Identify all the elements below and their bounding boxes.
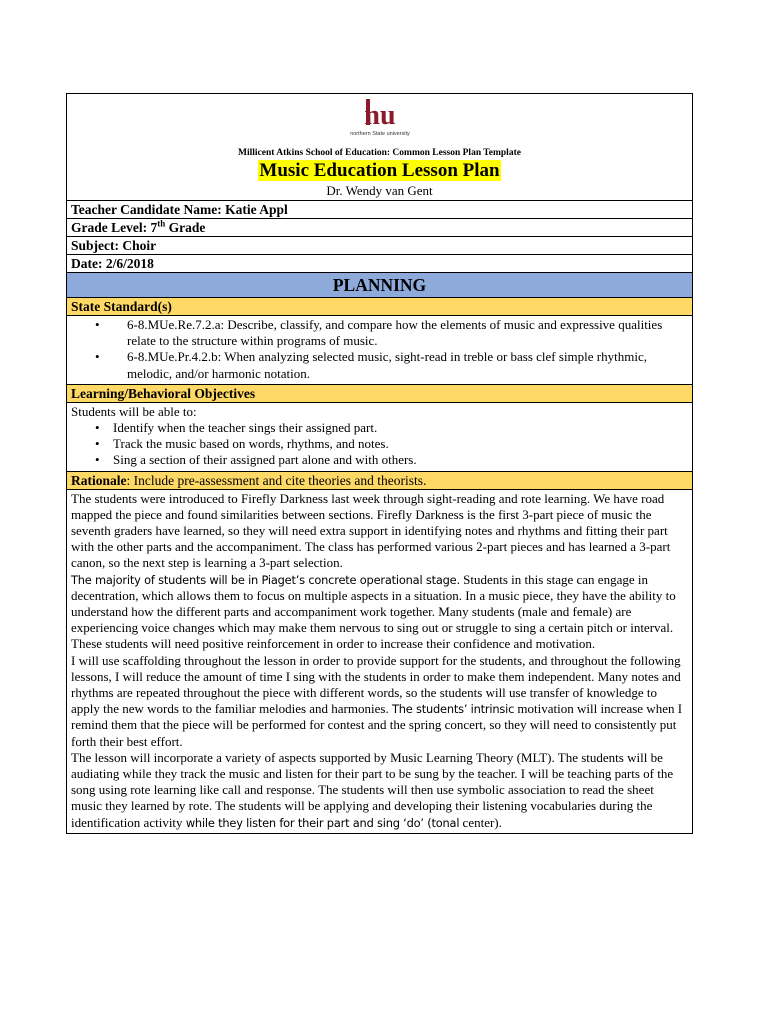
grade-suffix: Grade [165,220,206,235]
objective-item: • Identify when the teacher sings their assigned part. [71,420,688,436]
rationale-paragraph-4 [71,750,688,831]
piaget-sentence: The majority of students will be in Piaget’s concrete operational stage. [71,572,460,587]
school-line: Millicent Atkins School of Education: Common Lesson Plan Template [238,148,521,158]
rationale-p4-a: The lesson will incorporate a variety of aspects supported by Music Learning Theory (MLT). The students will be audiating while they track the music and listen for their part to be sung by the teacher. I will be teaching parts of the song using rote learning like call and response. The students will then use symbolic association to read the sheet music they learned by rote. The students will be applying and developing their listening vocabularies during the identification activity [71,749,674,830]
university-logo [340,97,420,139]
candidate-row: Teacher Candidate Name: Katie Appl [67,201,692,219]
rationale-body [67,490,692,833]
document-title [67,160,692,183]
objective-item: • Sing a section of their assigned part alone and with others. [71,452,688,468]
grade-prefix: Grade Level: 7 [71,220,158,235]
rationale-p3-a: I will use scaffolding throughout the lesson in order to provide support for the students, and throughout the following lessons, I will reduce the amount of time I sing with the students in order to make them independent. Many notes and rhythms are repeated throughout the piece with different words, so the students will use transfer of knowledge to apply the new words to the familiar melodies and harmonies. [71,652,681,717]
document-header [67,94,692,201]
planning-banner: PLANNING [67,273,692,298]
standard-item: • 6-8.MUe.Pr.4.2.b: When analyzing selected music, sight-read in treble or bass clef simple rhythmic, melodic, and/or harmonic notation. [71,349,688,381]
title-highlight: Music Education Lesson Plan [259,160,500,181]
rationale-paragraph-1: The students were introduced to Firefly Darkness last week through sight-reading and rote learning. We have road mapped the piece and found similarities between sections. Firefly Darkness is the first 3-part piece of music the seventh graders have learned, so they will need extra support in identifying notes and rhythms and fitting their part with the other parts and the accompaniment. The class has performed various 2-part pieces and has learned a 3-part canon, so the next step is learning a 3-part selection. [71,490,671,571]
rationale-p2-rest: Students in this stage can engage in decentration, which allows them to focus on multiple aspects in a situation. In a music piece, they have the ability to understand how the different parts and accompaniment work together. Many students (male and female) are experiencing voice changes which may make them nervous to sing out or struggle to sing a certain pitch or interval. These students will need positive reinforcement in order to increase their confidence and motivation. [71,571,676,652]
subject-row: Subject: Choir [67,237,692,255]
grade-sup: th [157,218,166,229]
date-row: Date: 2/6/2018 [67,255,692,273]
logo-caption: northern State university [349,131,410,137]
advisor-name: Dr. Wendy van Gent [326,183,433,198]
rationale-paragraph-3 [71,653,688,750]
logo-mark: nu [363,100,396,131]
rationale-label: Rationale [71,472,127,488]
objectives-intro: Students will be able to: [71,403,197,419]
rationale-paragraph-2 [71,572,688,653]
grade-row [67,219,692,237]
rationale-p3-b: motivation will increase when I remind them that the piece will be performed for contest and the spring concert, so they will need to consistently put forth their best effort. [71,701,683,749]
objectives-heading: Learning/Behavioral Objectives [67,385,692,403]
standard-item: • 6-8.MUe.Re.7.2.a: Describe, classify, and compare how the elements of music and expressive qualities relate to the structure within programs of music. [71,317,688,349]
standards-heading: State Standard(s) [67,298,692,316]
rationale-p4-b: center). [459,814,502,830]
objectives-body [67,403,692,472]
lesson-plan-page [66,93,693,834]
rationale-instruction: : Include pre-assessment and cite theories and theorists. [126,472,427,488]
rationale-heading [67,472,692,490]
tonal-phrase: while they listen for their part and sing ‘do’ (tonal [185,815,460,830]
objective-item: • Track the music based on words, rhythms, and notes. [71,436,688,452]
standards-body [67,316,692,385]
intrinsic-phrase: The students’ intrinsic [391,702,515,717]
